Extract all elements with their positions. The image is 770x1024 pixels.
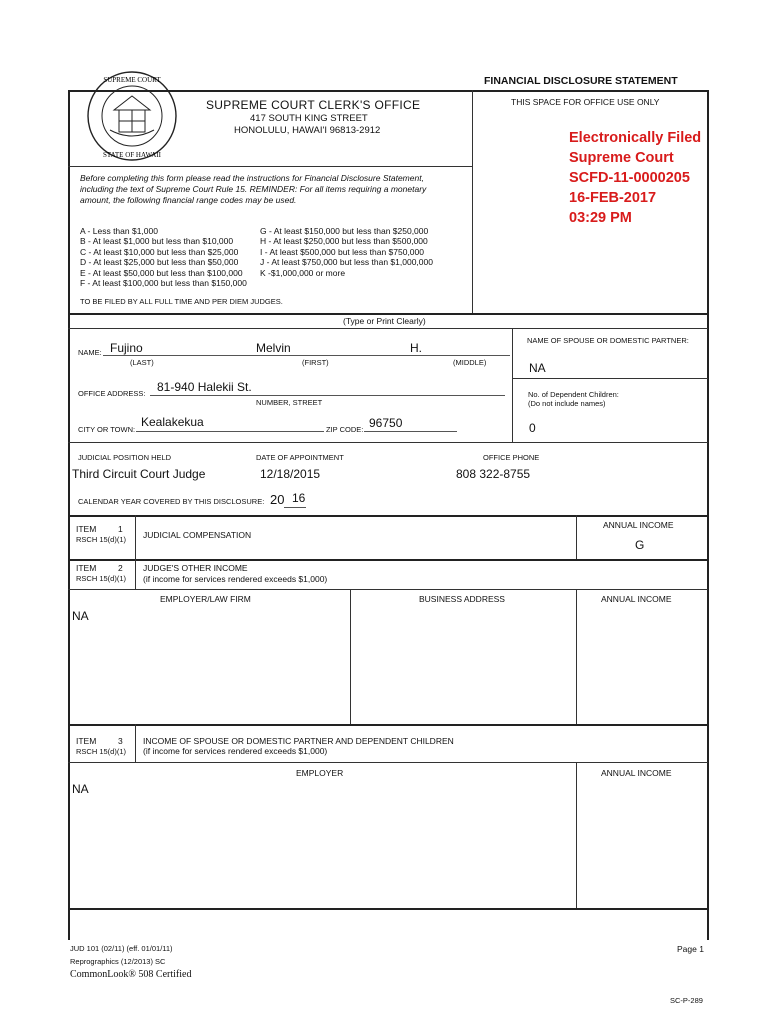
court-seal-icon: [86, 70, 178, 167]
item2-employer-header: EMPLOYER/LAW FIRM: [160, 594, 251, 604]
item3-employer-header: EMPLOYER: [296, 768, 344, 778]
calendar-year-prefix: 20: [270, 492, 285, 507]
office-address-value[interactable]: 81-940 Halekii St.: [157, 380, 252, 394]
item2-value[interactable]: NA: [72, 609, 89, 623]
range-code: H - At least $250,000 but less than $500,000: [260, 236, 428, 247]
stamp-line: 16-FEB-2017: [569, 190, 657, 206]
spouse-value[interactable]: NA: [529, 361, 546, 375]
instruction-line: including the text of Supreme Court Rule 15. REMINDER: For all items requiring a monetary: [80, 184, 427, 194]
stamp-line: Supreme Court: [569, 150, 674, 166]
item1-number: 1: [118, 524, 123, 534]
name-label: NAME:: [78, 348, 102, 357]
calendar-year-label: CALENDAR YEAR COVERED BY THIS DISCLOSURE:: [78, 497, 265, 506]
appointment-date-label: DATE OF APPOINTMENT: [256, 453, 344, 462]
dependents-label: No. of Dependent Children:: [528, 390, 619, 399]
office-street: 417 SOUTH KING STREET: [250, 113, 368, 124]
form-id: JUD 101 (02/11) (eff. 01/01/11): [70, 944, 173, 953]
office-phone-label: OFFICE PHONE: [483, 453, 540, 462]
item3-subtitle: (if income for services rendered exceeds $1,000): [143, 746, 328, 756]
item2-income-header: ANNUAL INCOME: [601, 594, 672, 604]
calendar-year-suffix[interactable]: 16: [292, 491, 306, 505]
zip-value[interactable]: 96750: [369, 416, 403, 430]
seal-text-top: SUPREME COURT: [103, 76, 161, 84]
stamp-line: SCFD-11-0000205: [569, 170, 690, 186]
office-address-sub-label: NUMBER, STREET: [256, 398, 323, 407]
item3-rule: RSCH 15(d)(1): [76, 747, 127, 756]
item1-income-label: ANNUAL INCOME: [603, 520, 674, 530]
range-codes-left: [80, 226, 247, 288]
item1-rule: RSCH 15(d)(1): [76, 535, 127, 544]
range-codes-right: [260, 226, 433, 278]
commonlook-certified: CommonLook® 508 Certified: [70, 969, 192, 980]
dependents-note: (Do not include names): [528, 399, 606, 408]
item1-title: JUDICIAL COMPENSATION: [143, 530, 252, 540]
range-code: B - At least $1,000 but less than $10,000: [80, 236, 234, 247]
range-code: I - At least $500,000 but less than $750,000: [260, 246, 424, 257]
form-code: SC-P-289: [670, 996, 703, 1005]
item1-income-value[interactable]: G: [635, 538, 645, 552]
item2-number: 2: [118, 563, 123, 573]
item3-label: ITEM: [76, 736, 97, 746]
range-code: C - At least $10,000 but less than $25,000: [80, 246, 239, 257]
seal-text-bottom: STATE OF HAWAII: [103, 151, 161, 159]
spouse-label: NAME OF SPOUSE OR DOMESTIC PARTNER:: [527, 336, 689, 345]
dependents-value[interactable]: 0: [529, 421, 536, 435]
item3-income-header: ANNUAL INCOME: [601, 768, 672, 778]
range-code: J - At least $750,000 but less than $1,000,000: [260, 257, 433, 268]
item3-value[interactable]: NA: [72, 782, 89, 796]
first-name-value[interactable]: Melvin: [256, 341, 291, 355]
last-name-value[interactable]: Fujino: [110, 341, 143, 355]
electronic-filing-stamp: [569, 128, 701, 228]
office-address-label: OFFICE ADDRESS:: [78, 389, 146, 398]
item1-label: ITEM: [76, 524, 97, 534]
range-code: A - Less than $1,000: [80, 226, 158, 236]
position-held-label: JUDICIAL POSITION HELD: [78, 453, 172, 462]
instruction-line: Before completing this form please read the instructions for Financial Disclosure Statement,: [80, 173, 424, 183]
form-title: FINANCIAL DISCLOSURE STATEMENT: [484, 75, 678, 87]
filed-by-note: TO BE FILED BY ALL FULL TIME AND PER DIEM JUDGES.: [80, 297, 283, 306]
office-name: SUPREME COURT CLERK'S OFFICE: [206, 98, 421, 112]
item3-title: INCOME OF SPOUSE OR DOMESTIC PARTNER AND DEPENDENT CHILDREN: [143, 736, 454, 746]
middle-name-value[interactable]: H.: [410, 341, 422, 355]
reprographics-note: Reprographics (12/2013) SC: [70, 957, 166, 966]
zip-label: ZIP CODE:: [326, 425, 364, 434]
last-name-label: (LAST): [130, 358, 154, 367]
appointment-date-value[interactable]: 12/18/2015: [260, 467, 321, 481]
position-held-value[interactable]: Third Circuit Court Judge: [72, 467, 206, 481]
item2-rule: RSCH 15(d)(1): [76, 574, 127, 583]
instruction-line: amount, the following financial range codes may be used.: [80, 195, 297, 205]
range-code: F - At least $100,000 but less than $150,000: [80, 278, 247, 289]
type-print-note: (Type or Print Clearly): [343, 316, 426, 326]
instructions: [80, 173, 426, 206]
office-city: HONOLULU, HAWAI'I 96813-2912: [234, 125, 381, 136]
first-name-label: (FIRST): [302, 358, 329, 367]
range-code: K -$1,000,000 or more: [260, 267, 346, 278]
stamp-line: Electronically Filed: [569, 130, 702, 146]
middle-name-label: (MIDDLE): [453, 358, 487, 367]
item2-subtitle: (if income for services rendered exceeds $1,000): [143, 574, 328, 584]
item3-number: 3: [118, 736, 123, 746]
item2-title: JUDGE'S OTHER INCOME: [143, 563, 248, 573]
page-number: Page 1: [677, 944, 704, 954]
item2-address-header: BUSINESS ADDRESS: [419, 594, 505, 604]
office-use-label: THIS SPACE FOR OFFICE USE ONLY: [511, 97, 660, 107]
city-value[interactable]: Kealakekua: [141, 415, 204, 429]
range-code: G - At least $150,000 but less than $250,000: [260, 226, 429, 236]
item2-label: ITEM: [76, 563, 97, 573]
range-code: E - At least $50,000 but less than $100,000: [80, 267, 243, 278]
office-phone-value[interactable]: 808 322-8755: [456, 467, 531, 481]
city-label: CITY OR TOWN:: [78, 425, 136, 434]
stamp-line: 03:29 PM: [569, 210, 632, 226]
range-code: D - At least $25,000 but less than $50,000: [80, 257, 239, 268]
